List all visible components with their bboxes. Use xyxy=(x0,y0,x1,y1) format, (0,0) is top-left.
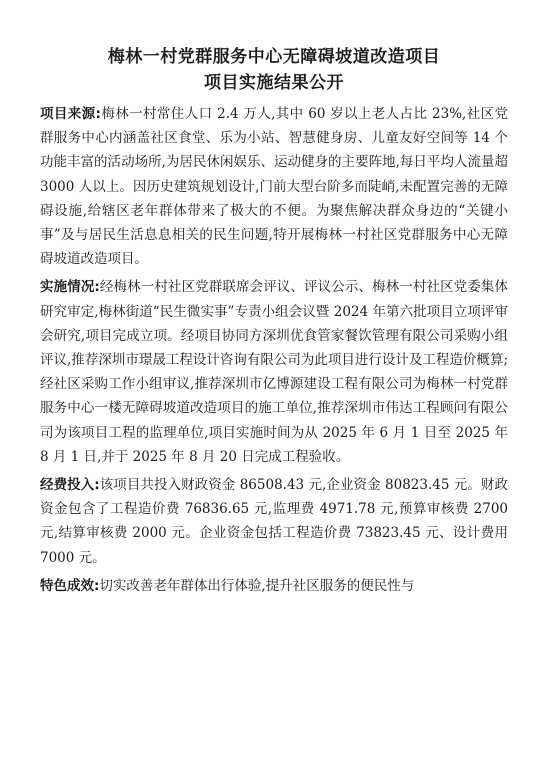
section-project-source xyxy=(40,102,508,271)
section-label: 项目来源: xyxy=(40,106,101,122)
section-label: 实施情况: xyxy=(40,279,100,296)
section-funding xyxy=(40,473,508,570)
section-implementation xyxy=(40,275,508,469)
section-label: 经费投入: xyxy=(40,477,100,494)
document-title: 梅林一村党群服务中心无障碍坡道改造项目 xyxy=(107,47,441,67)
section-body: 切实改善老年群体出行体验,提升社区服务的便民性与 xyxy=(99,577,415,594)
section-results xyxy=(40,574,508,598)
section-body: 经梅林一村社区党群联席会评议、评议公示、梅林一村社区党委集体研究审定,梅林街道“民生微实事”专责小组会议暨 2024 年第六批项目立项评审会研究,项目完成立项。经项目协同方深圳优食管家餐饮管理有限公司采购小组评议,推荐深圳市璟晟工程设计咨询有限公司为此项目进行设计及工程造价概算;经社区采购工作小组审议,推荐深圳市亿博源建设工程有限公司为梅林一村党群服务中心一楼无障碍坡道改造项目的施工单位,推荐深圳市伟达工程顾问有限公司为该项目工程的监理单位,项目实施时间为从 2025 年 6 月 1 日至 2025 年 8 月 1 日,并于 2025 年 8 月 20 日完成工程验收。 xyxy=(40,279,508,465)
document-subtitle: 项目实施结果公开 xyxy=(204,73,344,93)
section-label: 特色成效: xyxy=(40,577,100,594)
section-body: 梅林一村常住人口 2.4 万人,其中 60 岁以上老人占比 23%,社区党群服务中心内涵盖社区食堂、乐为小站、智慧健身房、儿童友好空间等 14 个功能丰富的活动场所,为居民休闲娱乐、运动健身的主要阵地,每日平均人流量超 3000 人以上。因历史建筑规划设计,门前大型台阶多而陡峭,未配置完善的无障碍设施,给辖区老年群体带来了极大的不便。为聚焦解决群众身边的“关键小事”及与居民生活息息相关的民生问题,特开展梅林一村社区党群服务中心无障碍坡道改造项目。 xyxy=(40,106,508,268)
section-body: 该项目共投入财政资金 86508.43 元,企业资金 80823.45 元。财政资金包含了工程造价费 76836.65 元,监理费 4971.78 元,预算审核费 2700 元,结算审核费 2000 元。企业资金包括工程造价费 73823.45 元、设计费用 7000 元。 xyxy=(40,477,508,566)
title-block xyxy=(40,44,508,96)
